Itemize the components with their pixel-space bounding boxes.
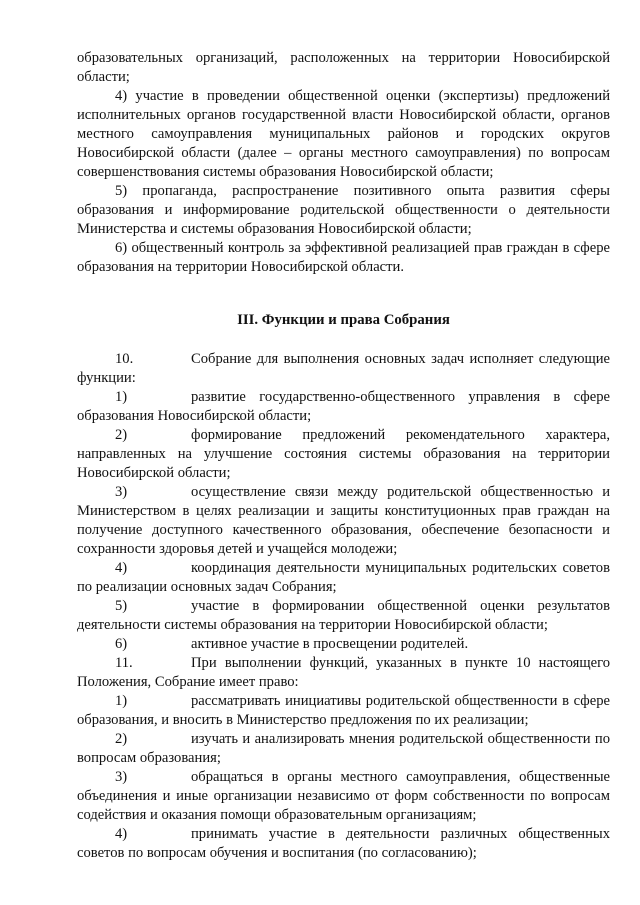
paragraph-right-2 — [77, 730, 610, 768]
item-number: 2) — [115, 731, 128, 747]
item-number: 5) — [115, 598, 128, 614]
item-number: 2) — [115, 427, 128, 443]
paragraph-right-3 — [77, 768, 610, 825]
item-text: развитие государственно-общественного управления в сфере образования Новосибирской области; — [77, 389, 610, 424]
paragraph-task-6: 6) общественный контроль за эффективной реализацией прав граждан в сфере образования на территории Новосибирской области. — [77, 240, 610, 275]
paragraph-right-4 — [77, 825, 610, 863]
item-text: принимать участие в деятельности различных общественных советов по вопросам обучения и воспитания (по согласованию); — [77, 826, 610, 861]
paragraph-function-1 — [77, 388, 610, 426]
paragraph-right-1 — [77, 692, 610, 730]
item-number: 1) — [115, 693, 128, 709]
item-text: формирование предложений рекомендательного характера, направленных на улучшение состояния системы образования на территории Новосибирской области; — [77, 427, 610, 481]
item-number: 4) — [115, 560, 128, 576]
paragraph-function-4 — [77, 559, 610, 597]
item-text: участие в формировании общественной оценки результатов деятельности системы образования на территории Новосибирской области; — [77, 598, 610, 633]
item-text: активное участие в просвещении родителей. — [191, 636, 469, 652]
clause-text: Собрание для выполнения основных задач исполняет следующие функции: — [77, 351, 610, 386]
item-number: 4) — [115, 826, 128, 842]
item-text: рассматривать инициативы родительской общественности в сфере образования, и вносить в Министерство предложения по их реализации; — [77, 693, 610, 728]
paragraph-task-5: 5) пропаганда, распространение позитивного опыта развития сферы образования и информирование родительской общественности о деятельности Министерства и системы образования Новосибирской области; — [77, 183, 610, 237]
item-text: осуществление связи между родительской общественностью и Министерством в целях реализации и защиты конституционных прав граждан на получение доступного качественного образования, обеспечение безопасности и сохранности здоровья детей и учащейся молодежи; — [77, 484, 610, 557]
clause-text: При выполнении функций, указанных в пункте 10 настоящего Положения, Собрание имеет право: — [77, 655, 610, 690]
document-body — [77, 49, 610, 863]
item-number: 1) — [115, 389, 128, 405]
paragraph-clause-11 — [77, 654, 610, 692]
paragraph-function-6 — [77, 635, 610, 654]
paragraph-intro-continuation: образовательных организаций, расположенных на территории Новосибирской области; — [77, 50, 610, 85]
clause-number: 11. — [115, 655, 133, 671]
item-text: координация деятельности муниципальных родительских советов по реализации основных задач Собрания; — [77, 560, 610, 595]
section-heading: III. Функции и права Собрания — [237, 312, 450, 328]
item-text: изучать и анализировать мнения родительской общественности по вопросам образования; — [77, 731, 610, 766]
paragraph-task-4: 4) участие в проведении общественной оценки (экспертизы) предложений исполнительных органов государственной власти Новосибирской области, органов местного самоуправления муниципальных районов и городских округов Новосибирской области (далее – органы местного самоуправления) по вопросам совершенствования системы образования Новосибирской области; — [77, 88, 610, 180]
paragraph-function-3 — [77, 483, 610, 559]
clause-number: 10. — [115, 351, 134, 367]
item-number: 6) — [115, 636, 128, 652]
paragraph-function-2 — [77, 426, 610, 483]
paragraph-function-5 — [77, 597, 610, 635]
item-number: 3) — [115, 769, 128, 785]
item-number: 3) — [115, 484, 128, 500]
paragraph-clause-10 — [77, 350, 610, 388]
item-text: обращаться в органы местного самоуправления, общественные объединения и иные организации независимо от форм собственности по вопросам содействия и оказания помощи образовательным организациям; — [77, 769, 610, 823]
